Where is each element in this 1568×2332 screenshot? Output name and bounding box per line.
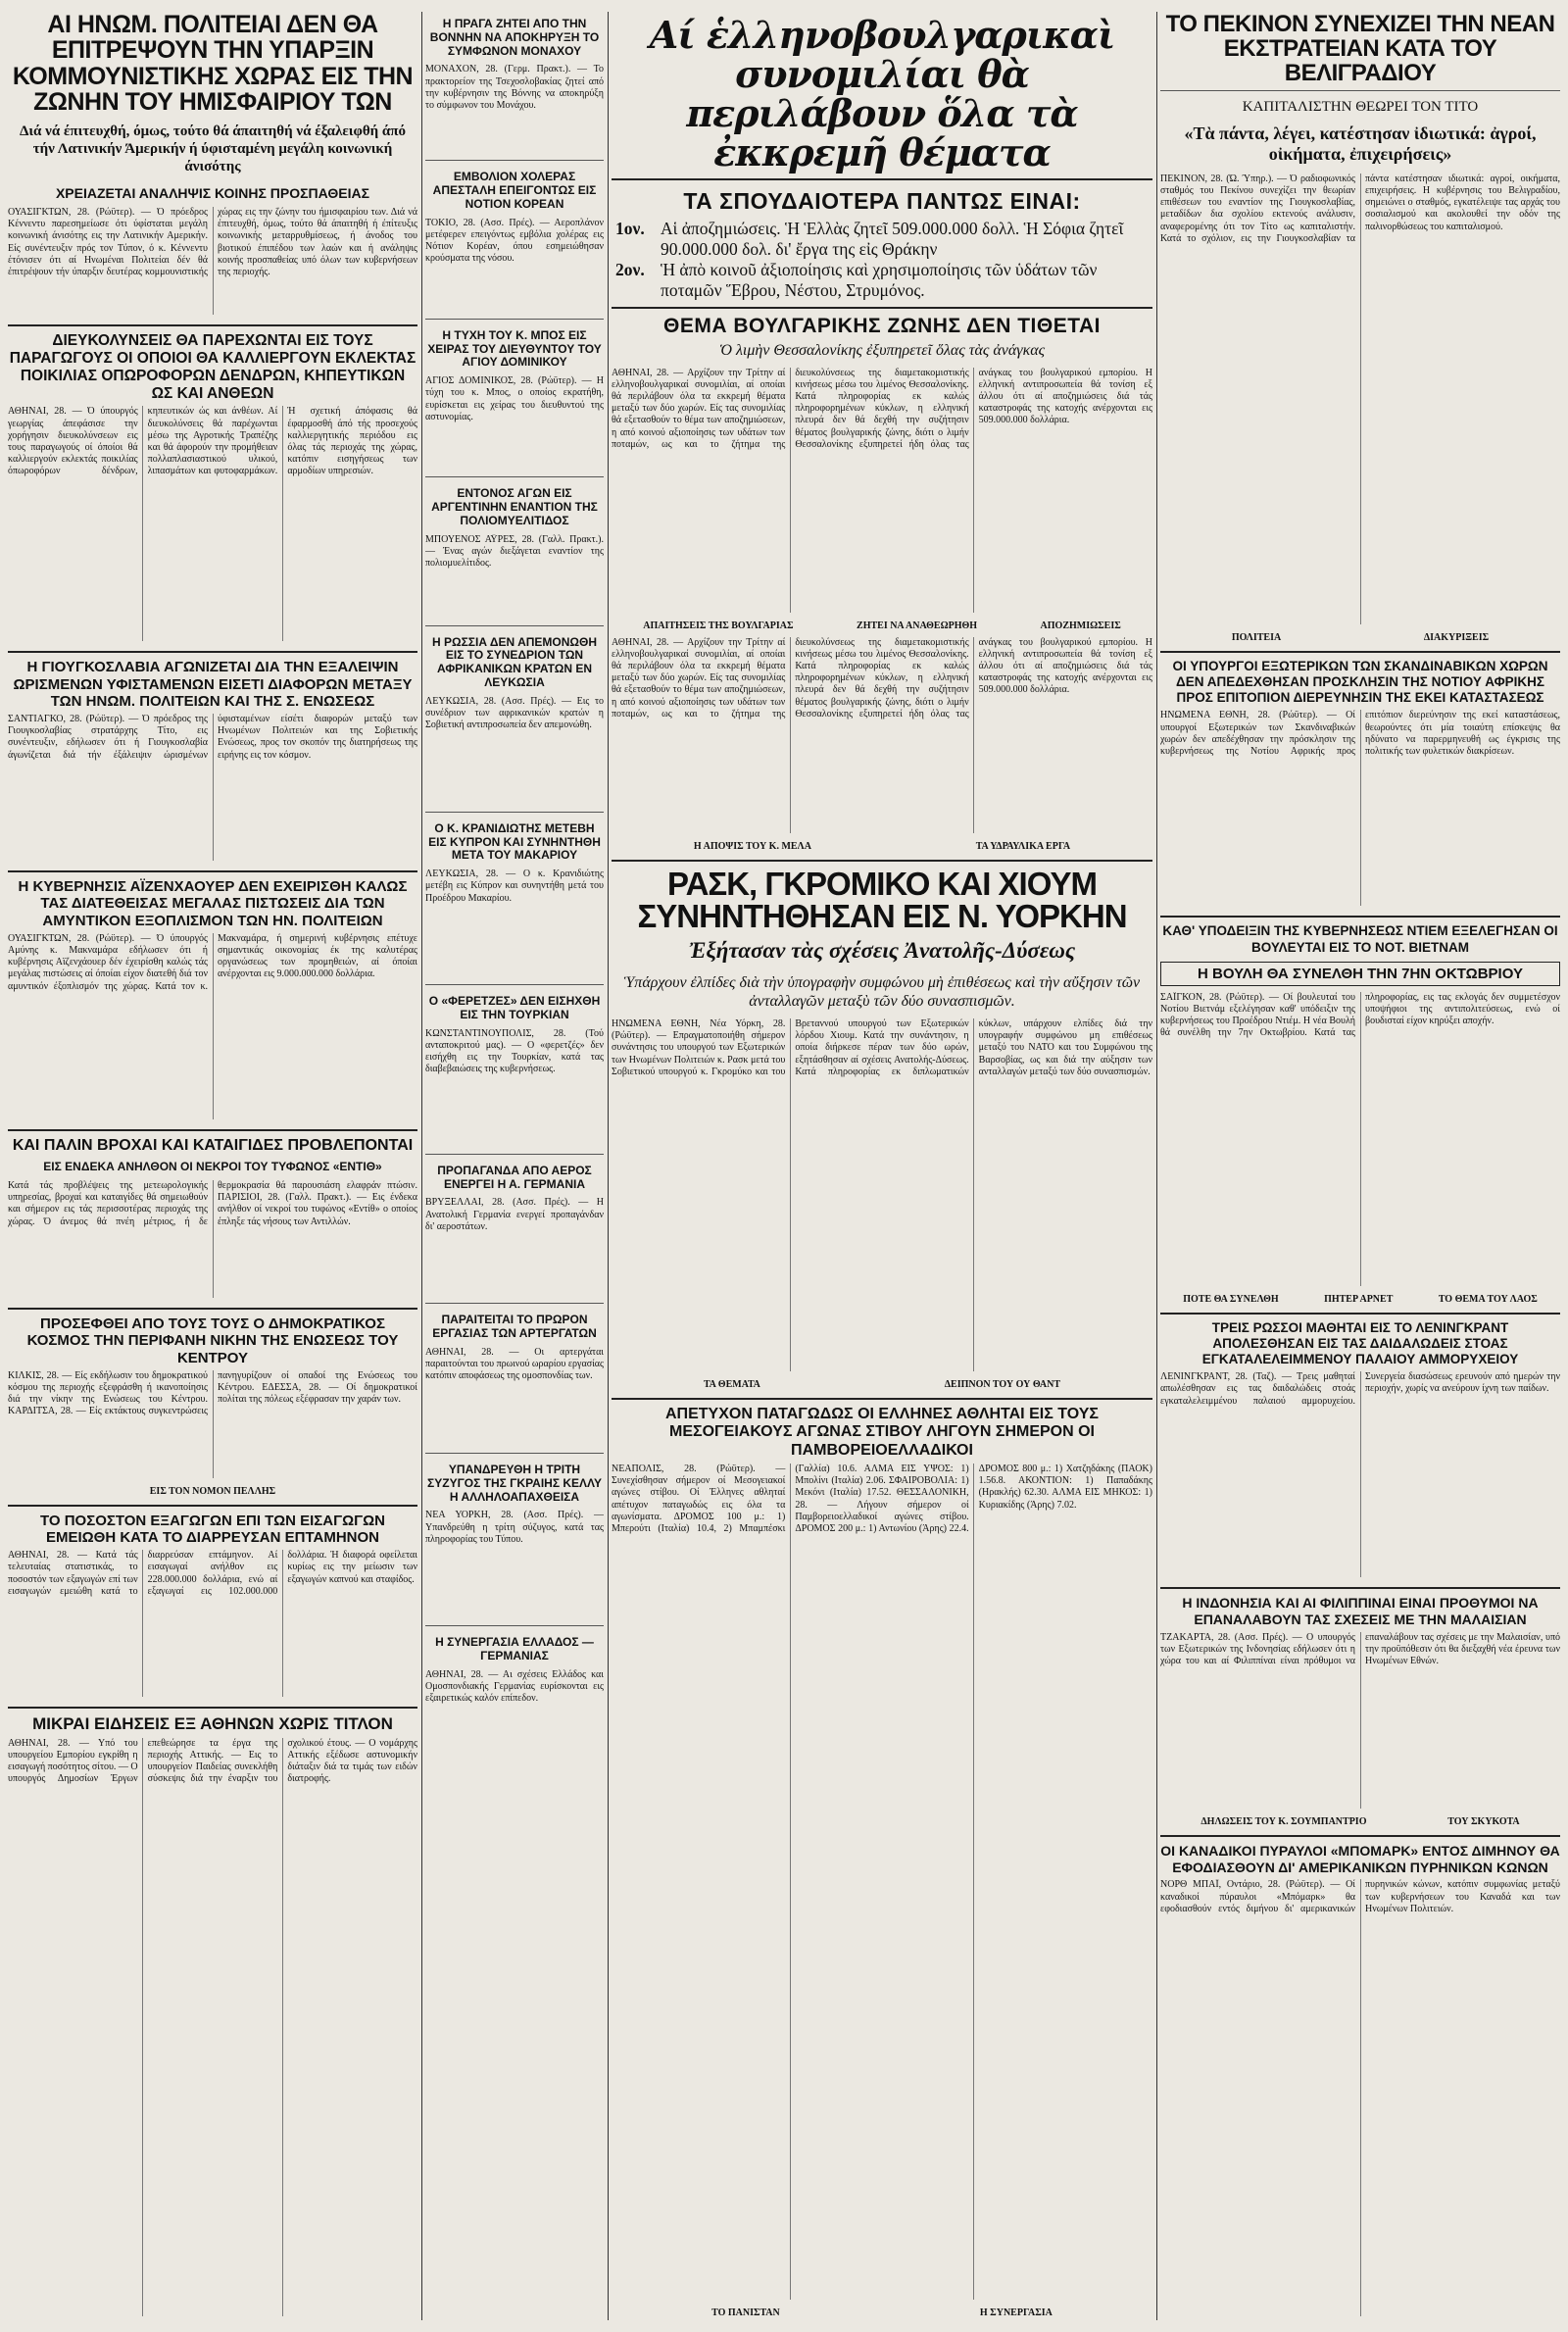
label-topics: ΤΑ ΘΕΜΑΤΑ [703,1378,760,1390]
column-rule [608,12,609,2320]
section-labels [1160,1290,1560,1307]
divider [8,1505,417,1507]
divider [425,319,604,320]
divider [612,1398,1152,1400]
subhead-capitalist-tito: ΚΑΠΙΤΑΛΙΣΤΗΝ ΘΕΩΡΕΙ ΤΟΝ ΤΙΤΟ [1242,98,1479,115]
headline-argentina: ΕΝΤΟΝΟΣ ΑΓΩΝ ΕΙΣ ΑΡΓΕΝΤΙΝΗΝ ΕΝΑΝΤΙΟΝ ΤΗΣ ΠΟΛΙΟΜΥΕΛΙΤΙΔΟΣ [431,486,598,527]
deck-east-west: Ἐξήτασαν τὰς σχέσεις Ἀνατολῆς-Δύσεως [688,937,1076,963]
point-number: 1ον. [615,218,645,238]
article-athletes: ΝΕΑΠΟΛΙΣ, 28. (Ρώϋτερ). — Συνεχίσθησαν σήμερον οί Μεσογειακοί αγώνες στίβου. Οί Έλληνες αθληταί απέτυχον παταγωδώς εις όλα τα αγωνίσματα. ΔΡΟΜΟΣ 100 μ.: 1) Μπερούτι (Ιταλία) 10.4, 2) Μπαμπέσκι (Γαλλία) 10.6. ΑΛΜΑ ΕΙΣ ΥΨΟΣ: 1) Μπολίνι (Ιταλία) 2.06. ΣΦΑΙΡΟΒΟΛΙΑ: 1) Μεκόνι (Ιταλία) 17.52. ΘΕΣΣΑΛΟΝΙΚΗ, 28. — Λήγουν σήμερον οί Παμβορειοελλαδικοί αγώνες στίβου. ΔΡΟΜΟΣ 200 μ.: 1) Αντωνίου (Άρης) 22.4. ΔΡΟΜΟΣ 800 μ.: 1) Χατζηδάκης (ΠΑΟΚ) 1.56.8. ΑΚΟΝΤΙΟΝ: 1) Παπαδάκης (Ηρακλής) 62.30. ΑΛΜΑ ΕΙΣ ΜΗΚΟΣ: 1) Κυριακίδης (Άρης) 7.02. [612,1464,1152,1535]
article-rusk-gromyko-home: ΗΝΩΜΕΝΑ ΕΘΝΗ, Νέα Υόρκη, 28. (Ρώϋτερ). — Επραγματοποιήθη σήμερον συνάντησις του υπουργού των Εξωτερικών των Ηνωμένων Πολιτειών κ. Ρασκ μετά του Σοβιετικού υπουργού κ. Γκρομύκο και του Βρεταννού υπουργού των Εξωτερικών λόρδου Χιουμ. Κατά την συνάντησιν, η οποία διήρκεσε πέραν των δύο ωρών, εξητάσθησαν αί σχέσεις Ανατολής-Δύσεως. Κατά πληροφορίας εκ διπλωματικών κύκλων, υπάρχουν ελπίδες διά την υπογραφήν συμφώνου μη επιθέσεως μεταξύ του ΝΑΤΟ και του Συμφώνου της Βαρσοβίας, ως και διά την αύξησιν των ανταλλαγών μεταξύ των δύο συνασπισμών. [612,1017,1152,1077]
headline-growers: ΔΙΕΥΚΟΛΥΝΣΕΙΣ ΘΑ ΠΑΡΕΧΩΝΤΑΙ ΕΙΣ ΤΟΥΣ ΠΑΡΑΓΩΓΟΥΣ ΟΙ ΟΠΟΙΟΙ ΘΑ ΚΑΛΛΙΕΡΓΟΥΝ ΕΚΛΕΚΤΑΣ ΠΟΙΚΙΛΙΑΣ ΟΠΩΡΟΦΟΡΩΝ ΔΕΝΔΡΩΝ, ΚΗΠΕΥΤΙΚΩΝ ΩΣ ΚΑΙ ΑΝΘΕΩΝ [9,332,416,402]
divider [8,324,417,326]
article-greek-bulgarian-cont: ΑΘΗΝΑΙ, 28. — Αρχίζουν την Τρίτην αί ελληνοβουλγαρικαί συνομιλίαι, αί οποίαι θά περιλάβουν όλα τα εκκρεμή θέματα μεταξύ των δύο χωρών. Είς τας συνομιλίας θά εξετασθούν το θέμα των αποζημιώσεων, η από κοινού αξιοποίησις των υδάτων των ποταμών, ως και το ζήτημα της διευκολύνσεως της διαμετακομιστικής κινήσεως μέσω του λιμένος Θεσσαλονίκης. Κατά πληροφορίας εκ καλώς πληροφορημένων κύκλων, η ελληνική πλευρά δεν θά δεχθή την συζήτησιν θέματος βουλγαρικής ζώνης, διότι ο λιμήν Θεσσαλονίκης εξυπηρετεί ήδη όλας τας ανάγκας του βουλγαρικού εμπορίου. Η ελληνική αντιπροσωπεία θά τονίση εξ άλλου ότι αί αποζημιώσεις διά τάς καταστροφάς της κατοχής ανέρχονται εις 509.000.000 δολλάρια. [612,636,1152,719]
label-declarations: ΔΙΑΚΥΡΙΞΕΙΣ [1423,631,1490,643]
headline-bomarc: ΟΙ ΚΑΝΑΔΙΚΟΙ ΠΥΡΑΥΛΟΙ «ΜΠΟΜΑΡΚ» ΕΝΤΟΣ ΔΙΜΗΝΟΥ ΘΑ ΕΦΟΔΙΑΣΘΟΥΝ ΔΙ' ΑΜΕΡΙΚΑΝΙΚΩΝ ΠΥΡΗΝΙΚΩΝ ΚΩΝΩΝ [1160,1842,1560,1875]
headline-cholera: ΕΜΒΟΛΙΟΝ ΧΟΛΕΡΑΣ ΑΠΕΣΤΑΛΗ ΕΠΕΙΓΟΝΤΩΣ ΕΙΣ ΝΟΤΙΟΝ ΚΟΡΕΑΝ [432,170,597,211]
article-prague: ΜΟΝΑΧΟΝ, 28. (Γερμ. Πρακτ.). — Το πρακτορείον της Τσεχοσλοβακίας ζητεί από την κυβέρνησιν της Βόννης να αποκηρύξη το σύμφωνον του Μονάχου. [425,64,604,111]
divider [1160,651,1560,653]
headline-vietnam: ΚΑΘ' ΥΠΟΔΕΙΞΙΝ ΤΗΣ ΚΥΒΕΡΝΗΣΕΩΣ ΝΤΙΕΜ ΕΞΕΛΕΓΗΣΑΝ ΟΙ ΒΟΥΛΕΥΤΑΙ ΕΙΣ ΤΟ ΝΟΤ. ΒΙΕΤΝΑΜ [1162,923,1558,955]
label-cooperation: Η ΣΥΝΕΡΓΑΣΙΑ [979,2307,1053,2318]
divider [425,984,604,985]
label-subandrio: ΔΗΛΩΣΕΙΣ ΤΟΥ Κ. ΣΟΥΜΠΑΝΤΡΙΟ [1200,1815,1367,1827]
headline-feretzes: Ο «ΦΕΡΕΤΖΕΣ» ΔΕΝ ΕΙΣΗΧΘΗ ΕΙΣ ΤΗΝ ΤΟΥΡΚΙΑΝ [428,994,601,1021]
subhead-common-effort: ΧΡΕΙΑΖΕΤΑΙ ΑΝΑΛΗΨΙΣ ΚΟΙΝΗΣ ΠΡΟΣΠΑΘΕΙΑΣ [55,185,370,201]
section-labels [612,1375,1152,1392]
key-point [615,219,1149,260]
point-number: 2ον. [615,259,645,279]
article-propaganda: ΒΡΥΞΕΛΛΑΙ, 28. (Ασσ. Πρές). — Η Ανατολική Γερμανία ενεργεί προπαγάνδαν δι' αεροστάτων. [425,1197,604,1232]
deck-us-hemisphere: Διά νά έπιτευχθή, όμως, τούτο θά άπαιτηθή νά έξαλειφθή άπό τήν Λατινικήν Άμερικήν ή ύφισταμένη μεγάλη κοινωνική άνισότης [19,124,407,174]
headline-cooperation: Η ΣΥΝΕΡΓΑΣΙΑ ΕΛΛΑΔΟΣ — ΓΕΡΜΑΝΙΑΣ [435,1635,594,1663]
headline-rains: ΚΑΙ ΠΑΛΙΝ ΒΡΟΧΑΙ ΚΑΙ ΚΑΤΑΙΓΙΔΕΣ ΠΡΟΒΛΕΠΟΝΤΑΙ [12,1136,414,1154]
divider [612,307,1152,309]
headline-bosch: Η ΤΥΧΗ ΤΟΥ Κ. ΜΠΟΣ ΕΙΣ ΧΕΙΡΑΣ ΤΟΥ ΔΙΕΥΘΥΝΤΟΥ ΤΟΥ ΑΓΙΟΥ ΔΟΜΙΝΙΚΟΥ [427,327,602,370]
headline-rusk-gromyko-home: ΡΑΣΚ, ΓΚΡΟΜΙΚΟ ΚΑΙ ΧΙΟΥΜ ΣΥΝΗΝΤΗΘΗΣΑΝ ΕΙΣ Ν. ΥΟΡΚΗΝ [637,865,1127,934]
article-growers: ΑΘΗΝΑΙ, 28. — Ό ύπουργός γεωργίας άπεφάσισε την χορήγησιν διευκολύνσεων εις τους παραγωγούς οί όποίοι θά καλλιεργούν εκλεκτάς ποικιλίας όπωροφόρων δένδρων, κηπευτικών ώς και άνθέων. Αί διευκολύνσεις θά παρέχωνται μέσω της Αγροτικής Τραπέζης και θά άφορούν την προμήθειαν πολλαπλασιαστικού υλικού, λιπασμάτων και φυτοφαρμάκων. Ή σχετική άπόφασις θά έφαρμοσθή άπό τής προσεχούς καλλιεργητικής περιόδου εις όλας τάς περιοχάς της χώρας, κατόπιν εισηγήσεως των αρμοδίων υπηρεσιών. [8,406,417,477]
column-rule [1156,12,1157,2320]
label-when-convene: ΠΟΤΕ ΘΑ ΣΥΝΕΛΘΗ [1183,1293,1279,1305]
article-center-union: ΚΙΛΚΙΣ, 28. — Είς εκδήλωσιν του δημοκρατικού κόσμου της περιοχής εξεφράσθη ή ικανοποίησις διά την νίκην της Ενώσεως του Κέντρου. ΚΑΡΔΙΤΣΑ, 28. — Είς εκτάκτους συγκεντρώσεις πανηγυρίζουν οί οπαδοί της Ενώσεως του Κέντρου. ΕΔΕΣΣΑ, 28. — Οί δημοκρατικοί πολίται της πόλεως εξέφρασαν την χαράν των. [8,1369,417,1417]
divider [612,178,1152,180]
divider [425,1453,604,1454]
divider [425,1303,604,1304]
subhead-most-important: ΤΑ ΣΠΟΥΔΑΙΟΤΕΡΑ ΠΑΝΤΩΣ ΕΙΝΑΙ: [683,187,1081,214]
divider [612,860,1152,862]
section-labels [612,837,1152,854]
label-u-thant-dinner: ΔΕΙΠΝΟΝ ΤΟΥ ΟΥ ΘΑΝΤ [944,1378,1061,1390]
article-eisenhower: ΟΥΑΣΙΓΚΤΩΝ, 28. (Ρώϋτερ). — Ό ύπουργός Αμύνης κ. Μακναμάρα εδήλωσεν ότι ή κυβέρνησις Αϊζενχάουερ δέν έχειρίσθη καλώς τάς μεγάλας πιστώσεις αί όποίαι είχον διατεθή διά τον αμυντικόν έξοπλισμόν της χώρας. Κατά τον κ. Μακναμάρα, ή σημερινή κυβέρνησις επέτυχε σημαντικάς οικονομίας έκ της καλυτέρας οργανώσεως των προμηθειών, αί όποίαι ανέρχονται εις 9.000.000.000 δολλάρια. [8,932,417,992]
divider [425,476,604,477]
headline-greek-bulgarian: Αί ἑλληνοβουλγαρικαὶ συνομιλίαι θὰ περιλάβουν ὅλα τὰ ἐκκρεμῆ θέματα [649,13,1115,174]
subdeck-nonaggression: Ὑπάρχουν ἐλπίδες διὰ τὴν ὑπογραφὴν συμφώνου μὴ ἐπιθέσεως καὶ τὴν αὔξησιν τῶν ἀνταλλαγῶν μεταξὺ τῶν δύο συνασπισμῶν. [623,973,1141,1010]
divider [425,1154,604,1155]
key-points [615,219,1149,301]
point-text: Αἱ ἀποζημιώσεις. Ἡ Ἑλλὰς ζητεῖ 509.000.000 δολλ. Ἡ Σόφια ζητεῖ 90.000.000 δολ. δι' ἔργα της εἰς Θράκην [661,218,1124,259]
article-feretzes: ΚΩΝΣΤΑΝΤΙΝΟΥΠΟΛΙΣ, 28. (Τού ανταποκριτού μας). — Ο «φερετζές» δεν εισήχθη εις την Τουρκίαν, κατά τας διαβεβαιώσεις της κυβερνήσεως. [425,1027,604,1075]
divider [8,1308,417,1310]
section-labels [1160,628,1560,645]
headline-exports: ΤΟ ΠΟΣΟΣΤΟΝ ΕΞΑΓΩΓΩΝ ΕΠΙ ΤΩΝ ΕΙΣΑΓΩΓΩΝ ΕΜΕΙΩΘΗ ΚΑΤΑ ΤΟ ΔΙΑΡΡΕΥΣΑΝ ΕΠΤΑΜΗΝΟΝ [39,1512,386,1547]
label-panistan: ΤΟ ΠΑΝΙΣΤΑΝ [711,2307,780,2318]
article-bosch: ΑΓΙΟΣ ΔΟΜΙΝΙΚΟΣ, 28. (Ρώϋτερ). — Η τύχη του κ. Μπος, ο οποίος εκρατήθη, ευρίσκεται εις χείρας του διευθυντού της αστυνομίας. [425,375,604,422]
article-cholera: ΤΟΚΙΟ, 28. (Ασσ. Πρές). — Αεροπλάνον μετέφερεν επειγόντως εμβόλια χολέρας εις Νότιον Κορέαν, όπου εσημειώθησαν κρούσματα της νόσου. [425,217,604,265]
headline-kelly: ΥΠΑΝΔΡΕΥΘΗ Η ΤΡΙΤΗ ΣΥΖΥΓΟΣ ΤΗΣ ΓΚΡΑΙΗΣ ΚΕΛΛΥ Η ΑΛΛΗΛΟΑΠΑΧΘΕΙΣΑ [427,1462,602,1504]
label-bulgarian-demands: ΑΠΑΙΤΗΣΕΙΣ ΤΗΣ ΒΟΥΛΓΑΡΙΑΣ [643,620,794,631]
divider [425,812,604,813]
label-peter-arnett: ΠΗΤΕΡ ΑΡΝΕΤ [1324,1293,1394,1305]
section-labels [612,2304,1152,2320]
divider [1160,90,1560,91]
divider [8,1707,417,1709]
divider [425,625,604,626]
headline-athletes: ΑΠΕΤΥΧΟΝ ΠΑΤΑΓΩΔΩΣ ΟΙ ΕΛΛΗΝΕΣ ΑΘΛΗΤΑΙ ΕΙΣ ΤΟΥΣ ΜΕΣΟΓΕΙΑΚΟΥΣ ΑΓΩΝΑΣ ΣΤΙΒΟΥ ΛΗΓΟΥΝ ΣΗΜΕΡΟΝ ΟΙ ΠΑΜΒΟΡΕΙΟΕΛΛΑΔΙΚΟΙ [665,1405,1099,1459]
divider [1160,1313,1560,1315]
article-argentina: ΜΠΟΥΕΝΟΣ ΑΫΡΕΣ, 28. (Γαλλ. Πρακτ.). — Ένας αγών διεξάγεται εναντίον της πολιομυελίτιδος. [425,533,604,569]
point-text: Ἡ ἀπὸ κοινοῦ ἀξιοποίησις καὶ χρησιμοποίησις τῶν ὑδάτων τῶν ποταμῶν Ἕβρου, Νέστου, Στρυμόνος. [661,259,1098,300]
article-kelly: ΝΕΑ ΥΟΡΚΗ, 28. (Ασσ. Πρές). — Υπανδρεύθη η τρίτη σύζυγος, κατά τας πληροφορίας του Τύπου. [425,1510,604,1545]
article-russia-nicosia: ΛΕΥΚΩΣΙΑ, 28. (Ασσ. Πρές). — Εις το συνέδριον των αφρικανικών κρατών η Σοβιετική αντιπροσωπεία δεν απεμονώθη. [425,695,604,731]
article-rains: Κατά τάς προβλέψεις της μετεωρολογικής υπηρεσίας, βροχαί και καταιγίδες θά σημειωθούν και σήμερον εις τάς περισσοτέρας περιοχάς της χώρας. Ό άνεμος θά πνέη μέτριος, ή δε θερμοκρασία θά παρουσιάση ελαφράν πτώσιν. ΠΑΡΙΣΙΟΙ, 28. (Γαλλ. Πρακτ.). — Εις ένδεκα ανήλθον οί νεκροί του τυφώνος «Εντίθ» ο οποίος έπληξε τάς νήσους των Αντιλλών. [8,1180,417,1227]
divider [1160,1587,1560,1589]
label-hydraulic-works: ΤΑ ΥΔΡΑΥΛΙΚΑ ΕΡΓΑ [975,840,1071,852]
divider [1160,916,1560,918]
article-peking: ΠΕΚΙΝΟΝ, 28. (Ώ. Ύπηρ.). — Ό ραδιοφωνικός σταθμός του Πεκίνου συνεχίζει την θεωρίαν επιθέσεων του εναντίον της Γιουγκοσλαβίας, μεταδίδων δια σχολίου εκτενούς ανάλυσιν, αναφερομένης ότι τον Τίτο ως καπιταλιστήν. Κατά το σχόλιον, εις την Γιουγκοσλαβίαν τα πάντα κατέστησαν ιδιωτικά: αγροί, οικήματα, επιχειρήσεις. Η κυβέρνησις του Βελιγραδίου, σημειώνει ο σταθμός, εγκατέλειψε τας αρχάς του σοσιαλισμού και ακολουθεί την οδόν της παλινορθώσεως του καπιταλισμού. [1160,173,1560,244]
divider [425,1625,604,1626]
article-small-news: ΑΘΗΝΑΙ, 28. — Υπό του υπουργείου Εμπορίου εγκρίθη η εισαγωγή ποσότητος σίτου. — Ο υπουργός Δημοσίων Έργων επεθεώρησε τα έργα της περιοχής Αττικής. — Εις το υπουργείον Παιδείας συνεκλήθη σύσκεψις διά την έναρξιν του σχολικού έτους. — Ο νομάρχης Αττικής εξέδωσε αστυνομικήν διάταξιν διά τα τιμάς των ειδών διατροφής. [8,1737,417,1785]
divider [8,1129,417,1131]
article-indonesia: ΤΖΑΚΑΡΤΑ, 28. (Ασσ. Πρές). — Ο υπουργός των Εξωτερικών της Ινδονησίας εδήλωσεν ότι η χώρα του και αί Φιλιππίναι είναι πρόθυμοι να επαναλάβουν τας σχέσεις με την Μαλαισίαν, υπό την προϋπόθεσιν ότι θα διεξαχθή νέα έρευνα των Ηνωμένων Εθνών. [1160,1631,1560,1667]
label-mela: Η ΑΠΟΨΙΣ ΤΟΥ Κ. ΜΕΛΑ [693,840,811,852]
column-left [8,12,417,2320]
divider [8,651,417,653]
column-narrow [425,12,604,2320]
article-leningrad: ΛΕΝΙΝΓΚΡΑΝΤ, 28. (Ταζ). — Τρεις μαθηταί απωλέσθησαν εις τας δαιδαλώδεις στοάς εγκαταλελειμμένου παλαιού αμμορυχείου. Συνεργεία διασώσεως ερευνούν από ημερών την περιοχήν, χωρίς να ανεύρουν ίχνη των παίδων. [1160,1371,1560,1407]
article-greek-bulgarian: ΑΘΗΝΑΙ, 28. — Αρχίζουν την Τρίτην αί ελληνοβουλγαρικαί συνομιλίαι, αί οποίαι θά περιλάβουν όλα τα εκκρεμή θέματα μεταξύ των δύο χωρών. Είς τας συνομιλίας θά εξετασθούν το θέμα των αποζημιώσεων, η από κοινού αξιοποίησις των υδάτων των ποταμών, ως και το ζήτημα της διευκολύνσεως της διαμετακομιστικής κινήσεως μέσω του λιμένος Θεσσαλονίκης. Κατά πληροφορίας εκ καλώς πληροφορημένων κύκλων, η ελληνική πλευρά δεν θά δεχθή την συζήτησιν θέματος βουλγαρικής ζώνης, διότι ο λιμήν Θεσσαλονίκης εξυπηρετεί ήδη όλας τας ανάγκας του βουλγαρικού εμπορίου. Η ελληνική αντιπροσωπεία θά τονίση εξ άλλου ότι αί αποζημιώσεις διά τάς καταστροφάς της κατοχής ανέρχονται εις 509.000.000 δολλάρια. [612,367,1152,450]
column-center [612,12,1152,2320]
key-point [615,260,1149,301]
headline-eisenhower: Η ΚΥΒΕΡΝΗΣΙΣ ΑΪΖΕΝΧΑΟΥΕΡ ΔΕΝ ΕΧΕΙΡΙΣΘΗ ΚΑΛΩΣ ΤΑΣ ΔΙΑΤΕΘΕΙΣΑΣ ΜΕΓΑΛΑΣ ΠΙΣΤΩΣΕΙΣ ΔΙΑ ΤΩΝ ΑΜΥΝΤΙΚΟΝ ΕΞΟΠΛΙΣΜΟΝ ΤΩΝ ΗΝ. ΠΟΛΙΤΕΙΩΝ [18,878,408,929]
article-bakers: ΑΘΗΝΑΙ, 28. — Οι αρτεργάται παραιτούνται του πρωινού ωραρίου εργασίας κατόπιν αποφάσεως της ομοσπονδίας των. [425,1346,604,1382]
subhead-typhoon: ΕΙΣ ΕΝΔΕΚΑ ΑΝΗΛΘΟΝ ΟΙ ΝΕΚΡΟΙ ΤΟΥ ΤΥΦΩΝΟΣ «ΕΝΤΙΘ» [43,1160,382,1174]
label-skykota: ΤΟΥ ΣΚΥΚΟΤΑ [1447,1815,1520,1827]
deck-private: «Τὰ πάντα, λέγει, κατέστησαν ἰδιωτικά: ἀγροί, οἰκήματα, ἐπιχειρήσεις» [1184,123,1537,165]
headline-russia-nicosia: Η ΡΩΣΣΙΑ ΔΕΝ ΑΠΕΜΟΝΩΘΗ ΕΙΣ ΤΟ ΣΥΝΕΔΡΙΟΝ ΤΩΝ ΑΦΡΙΚΑΝΙΚΩΝ ΚΡΑΤΩΝ ΕΝ ΛΕΥΚΩΣΙΑ [431,634,598,689]
deck-thessaloniki: Ὁ λιμὴν Θεσσαλονίκης ἐξυπηρετεῖ ὅλας τὰς ἀνάγκας [718,341,1046,359]
label-politeia: ΠΟΛΙΤΕΙΑ [1231,631,1282,643]
headline-indonesia: Η ΙΝΔΟΝΗΣΙΑ ΚΑΙ ΑΙ ΦΙΛΙΠΠΙΝΑΙ ΕΙΝΑΙ ΠΡΟΘΥΜΟΙ ΝΑ ΕΠΑΝΑΛΑΒΟΥΝ ΤΑΣ ΣΧΕΣΕΙΣ ΜΕ ΤΗΝ ΜΑΛΑΙΣΙΑΝ [1182,1595,1539,1628]
label-compensations: ΑΠΟΖΗΜΙΩΣΕΙΣ [1040,620,1121,631]
headline-propaganda: ΠΡΟΠΑΓΑΝΔΑ ΑΠΟ ΑΕΡΟΣ ΕΝΕΡΓΕΙ Η Α. ΓΕΡΜΑΝΙΑ [437,1163,592,1191]
divider [1160,1835,1560,1837]
label-revision: ΖΗΤΕΙ ΝΑ ΑΝΑΘΕΩΡΗΘΗ [857,620,978,631]
article-exports: ΑΘΗΝΑΙ, 28. — Κατά τάς τελευταίας στατιστικάς, το ποσοστόν των εξαγωγών επί των εισαγωγών εμειώθη κατά το διαρρεύσαν επτάμηνον. Αί εισαγωγαί ανήλθον εις 228.000.000 δολλάρια, ενώ αί εξαγωγαί εις 102.000.000 δολλάρια. Ή διαφορά οφείλεται κυρίως εις την μείωσιν των εξαγωγών καπνού και σταφίδος. [8,1550,417,1597]
article-vietnam: ΣΑΪΓΚΟΝ, 28. (Ρώϋτερ). — Οί βουλευταί του Νοτίου Βιετνάμ εξελέγησαν καθ' υπόδειξιν της κυβερνήσεως του Προέδρου Ντιέμ. Η νέα Βουλή θά συνέλθη την 7ην Οκτωβρίου. Κατά τας πληροφορίας, εις τας εκλογάς δεν συμμετέσχον υποψήφιοι της αντιπολιτεύσεως, ενώ οί βουδισταί είχον κηρύξει αποχήν. [1160,991,1560,1039]
divider [425,160,604,161]
divider [8,870,417,872]
label-laos: ΤΟ ΘΕΜΑ ΤΟΥ ΛΑΟΣ [1438,1293,1538,1305]
article-cooperation: ΑΘΗΝΑΙ, 28. — Αι σχέσεις Ελλάδος και Ομοσπονδιακής Γερμανίας ευρίσκονται εις εξαιρετικώς καλόν επίπεδον. [425,1668,604,1705]
headline-leningrad: ΤΡΕΙΣ ΡΩΣΣΟΙ ΜΑΘΗΤΑΙ ΕΙΣ ΤΟ ΛΕΝΙΝΓΚΡΑΝΤ ΑΠΟΛΕΣΘΗΣΑΝ ΕΙΣ ΤΑΣ ΔΑΙΔΑΛΩΔΕΙΣ ΣΤΟΑΣ ΕΓΚΑΤΑΛΕΛΕΙΜΜΕΝΟΥ ΠΑΛΑΙΟΥ ΑΜΜΟΡΥΧΕΙΟΥ [1201,1319,1519,1367]
headline-kranidiotis: Ο Κ. ΚΡΑΝΙΔΙΩΤΗΣ ΜΕΤΕΒΗ ΕΙΣ ΚΥΠΡΟΝ ΚΑΙ ΣΥΝΗΝΤΗΘΗ ΜΕΤΑ ΤΟΥ ΜΑΚΑΡΙΟΥ [428,820,601,863]
article-scandinavian: ΗΝΩΜΕΝΑ ΕΘΝΗ, 28. (Ρώϋτερ). — Οί υπουργοί Εξωτερικών των Σκανδιναβικών χωρών δεν απεδέχθησαν την πρόσκλησιν της κυβερνήσεως της Νοτίου Αφρικής προς επιτόπιον διερεύνησιν της εκεί καταστάσεως, θεωρούντες ότι μία τοιαύτη επίσκεψις θα ηδύνατο να παρερμηνευθή ως έγκρισις της πολιτικής των φυλετικών διακρίσεων. [1160,710,1560,757]
headline-yugoslavia: Η ΓΙΟΥΓΚΟΣΛΑΒΙΑ ΑΓΩΝΙΖΕΤΑΙ ΔΙΑ ΤΗΝ ΕΞΑΛΕΙΨΙΝ ΩΡΙΣΜΕΝΩΝ ΥΦΙΣΤΑΜΕΝΩΝ ΕΙΣΕΤΙ ΔΙΑΦΟΡΩΝ ΜΕΤΑΞΥ ΤΩΝ ΗΝΩΜ. ΠΟΛΙΤΕΙΩΝ ΚΑΙ ΤΗΣ Σ. ΕΝΩΣΕΩΣ [13,659,413,710]
column-right [1160,12,1560,2320]
column-rule [421,12,422,2320]
headline-peking: ΤΟ ΠΕΚΙΝΟΝ ΣΥΝΕΧΙΖΕΙ ΤΗΝ ΝΕΑΝ ΕΚΣΤΡΑΤΕΙΑΝ ΚΑΤΑ ΤΟΥ ΒΕΛΙΓΡΑΔΙΟΥ [1165,12,1555,87]
headline-small-news: ΜΙΚΡΑΙ ΕΙΔΗΣΕΙΣ ΕΞ ΑΘΗΝΩΝ ΧΩΡΙΣ ΤΙΤΛΟΝ [32,1714,393,1734]
section-labels [1160,1812,1560,1829]
headline-prague: Η ΠΡΑΓΑ ΖΗΤΕΙ ΑΠΟ ΤΗΝ ΒΟΝΝΗΝ ΝΑ ΑΠΟΚΗΡΥΞΗ ΤΟ ΣΥΜΦΩΝΟΝ ΜΟΝΑΧΟΥ [429,17,600,58]
headline-bakers: ΠΑΡΑΙΤΕΙΤΑΙ ΤΟ ΠΡΩΡΟΝ ΕΡΓΑΣΙΑΣ ΤΩΝ ΑΡΤΕΡΓΑΤΩΝ [432,1313,597,1341]
section-labels [612,617,1152,633]
article-bomarc: ΝΟΡΘ ΜΠΑΪ, Οντάριο, 28. (Ρώϋτερ). — Οί καναδικοί πύραυλοι «Μπόμαρκ» θα εφοδιασθούν εντός διμήνου δι' αμερικανικών πυρηνικών κώνων, κατόπιν συμφωνίας μεταξύ των κυβερνήσεων του Καναδά και των Ηνωμένων Πολιτειών. [1160,1879,1560,1914]
headline-center-union: ΠΡΟΣΕΦΘΕΙ ΑΠΟ ΤΟΥΣ ΤΟΥΣ Ο ΔΗΜΟΚΡΑΤΙΚΟΣ ΚΟΣΜΟΣ ΤΗΝ ΠΕΡΙΦΑΝΗ ΝΙΚΗΝ ΤΗΣ ΕΝΩΣΕΩΣ ΤΟΥ ΚΕΝΤΡΟΥ [26,1315,399,1366]
subhead-parliament: Η ΒΟΥΛΗ ΘΑ ΣΥΝΕΛΘΗ ΤΗΝ 7ΗΝ ΟΚΤΩΒΡΙΟΥ [1160,962,1560,986]
article-kranidiotis: ΛΕΥΚΩΣΙΑ, 28. — Ο κ. Κρανιδιώτης μετέβη εις Κύπρον και συνηντήθη μετά του Προέδρου Μακαρίου. [425,868,604,904]
headline-bulgarian-zone: ΘΕΜΑ ΒΟΥΛΓΑΡΙΚΗΣ ΖΩΝΗΣ ΔΕΝ ΤΙΘΕΤΑΙ [663,314,1101,337]
headline-us-hemisphere: ΑΙ ΗΝΩΜ. ΠΟΛΙΤΕΙΑΙ ΔΕΝ ΘΑ ΕΠΙΤΡΕΨΟΥΝ ΤΗΝ ΥΠΑΡΞΙΝ ΚΟΜΜΟΥΝΙΣΤΙΚΗΣ ΧΩΡΑΣ ΕΙΣ ΤΗΝ ΖΩΝΗΝ ΤΟΥ ΗΜΙΣΦΑΙΡΙΟΥ ΤΩΝ [12,12,414,116]
article-us-hemisphere: ΟΥΑΣΙΓΚΤΩΝ, 28. (Ρώϋτερ). — Ό πρόεδρος Κέννεντυ παρεσημείωσε ότι ύφίσταται μεγάλη κοινωνική άνισότης εις την Λατινικήν Αμερικήν. Είς συνέντευξιν πρός τον Τύπον, ό κ. Κέννεντυ έτόνισεν ότι αί Ηνωμέναι Πολιτείαι δέν θά έπιτρέψουν τήν ύπαρξιν δευτέρας κομμουνιστικής χώρας εις την ζώνην του ήμισφαιρίου των. Διά νά έπιτευχθή, όμως, τούτο θά άπαιτηθή ή έπίτευξις κοινωνικής μεταρρυθμίσεως, ή άνοδος του βιοτικού έπιπέδου των λαών και ή ανάληψις κοινής προσπαθείας υπό όλων των κυβερνήσεων της περιοχής. [8,207,417,278]
article-yugoslavia: ΣΑΝΤΙΑΓΚΟ, 28. (Ρώϋτερ). — Ό πρόεδρος της Γιουγκοσλαβίας στρατάρχης Τίτο, εις συνέντευξιν, εδήλωσεν ότι ή Γιουγκοσλαβία άγωνίζεται διά τήν έξάλειψιν ώρισμένων ύφισταμένων είσέτι διαφορών μεταξύ των Ηνωμένων Πολιτειών και της Σοβιετικής Ενώσεως, προς τον σκοπόν της διατηρήσεως της ειρήνης εις τον κόσμον. [8,714,417,761]
label-pella: ΕΙΣ ΤΟΝ ΝΟΜΟΝ ΠΕΛΛΗΣ [149,1485,276,1497]
headline-scandinavian: ΟΙ ΥΠΟΥΡΓΟΙ ΕΞΩΤΕΡΙΚΩΝ ΤΩΝ ΣΚΑΝΔΙΝΑΒΙΚΩΝ ΧΩΡΩΝ ΔΕΝ ΑΠΕΔΕΧΘΗΣΑΝ ΠΡΟΣΚΛΗΣΙΝ ΤΗΣ ΝΟΤΙΟΥ ΑΦΡΙΚΗΣ ΠΡΟΣ ΕΠΙΤΟΠΙΟΝ ΔΙΕΡΕΥΝΗΣΙΝ ΤΗΣ ΕΚΕΙ ΚΑΤΑΣΤΑΣΕΩΣ [1172,658,1548,706]
